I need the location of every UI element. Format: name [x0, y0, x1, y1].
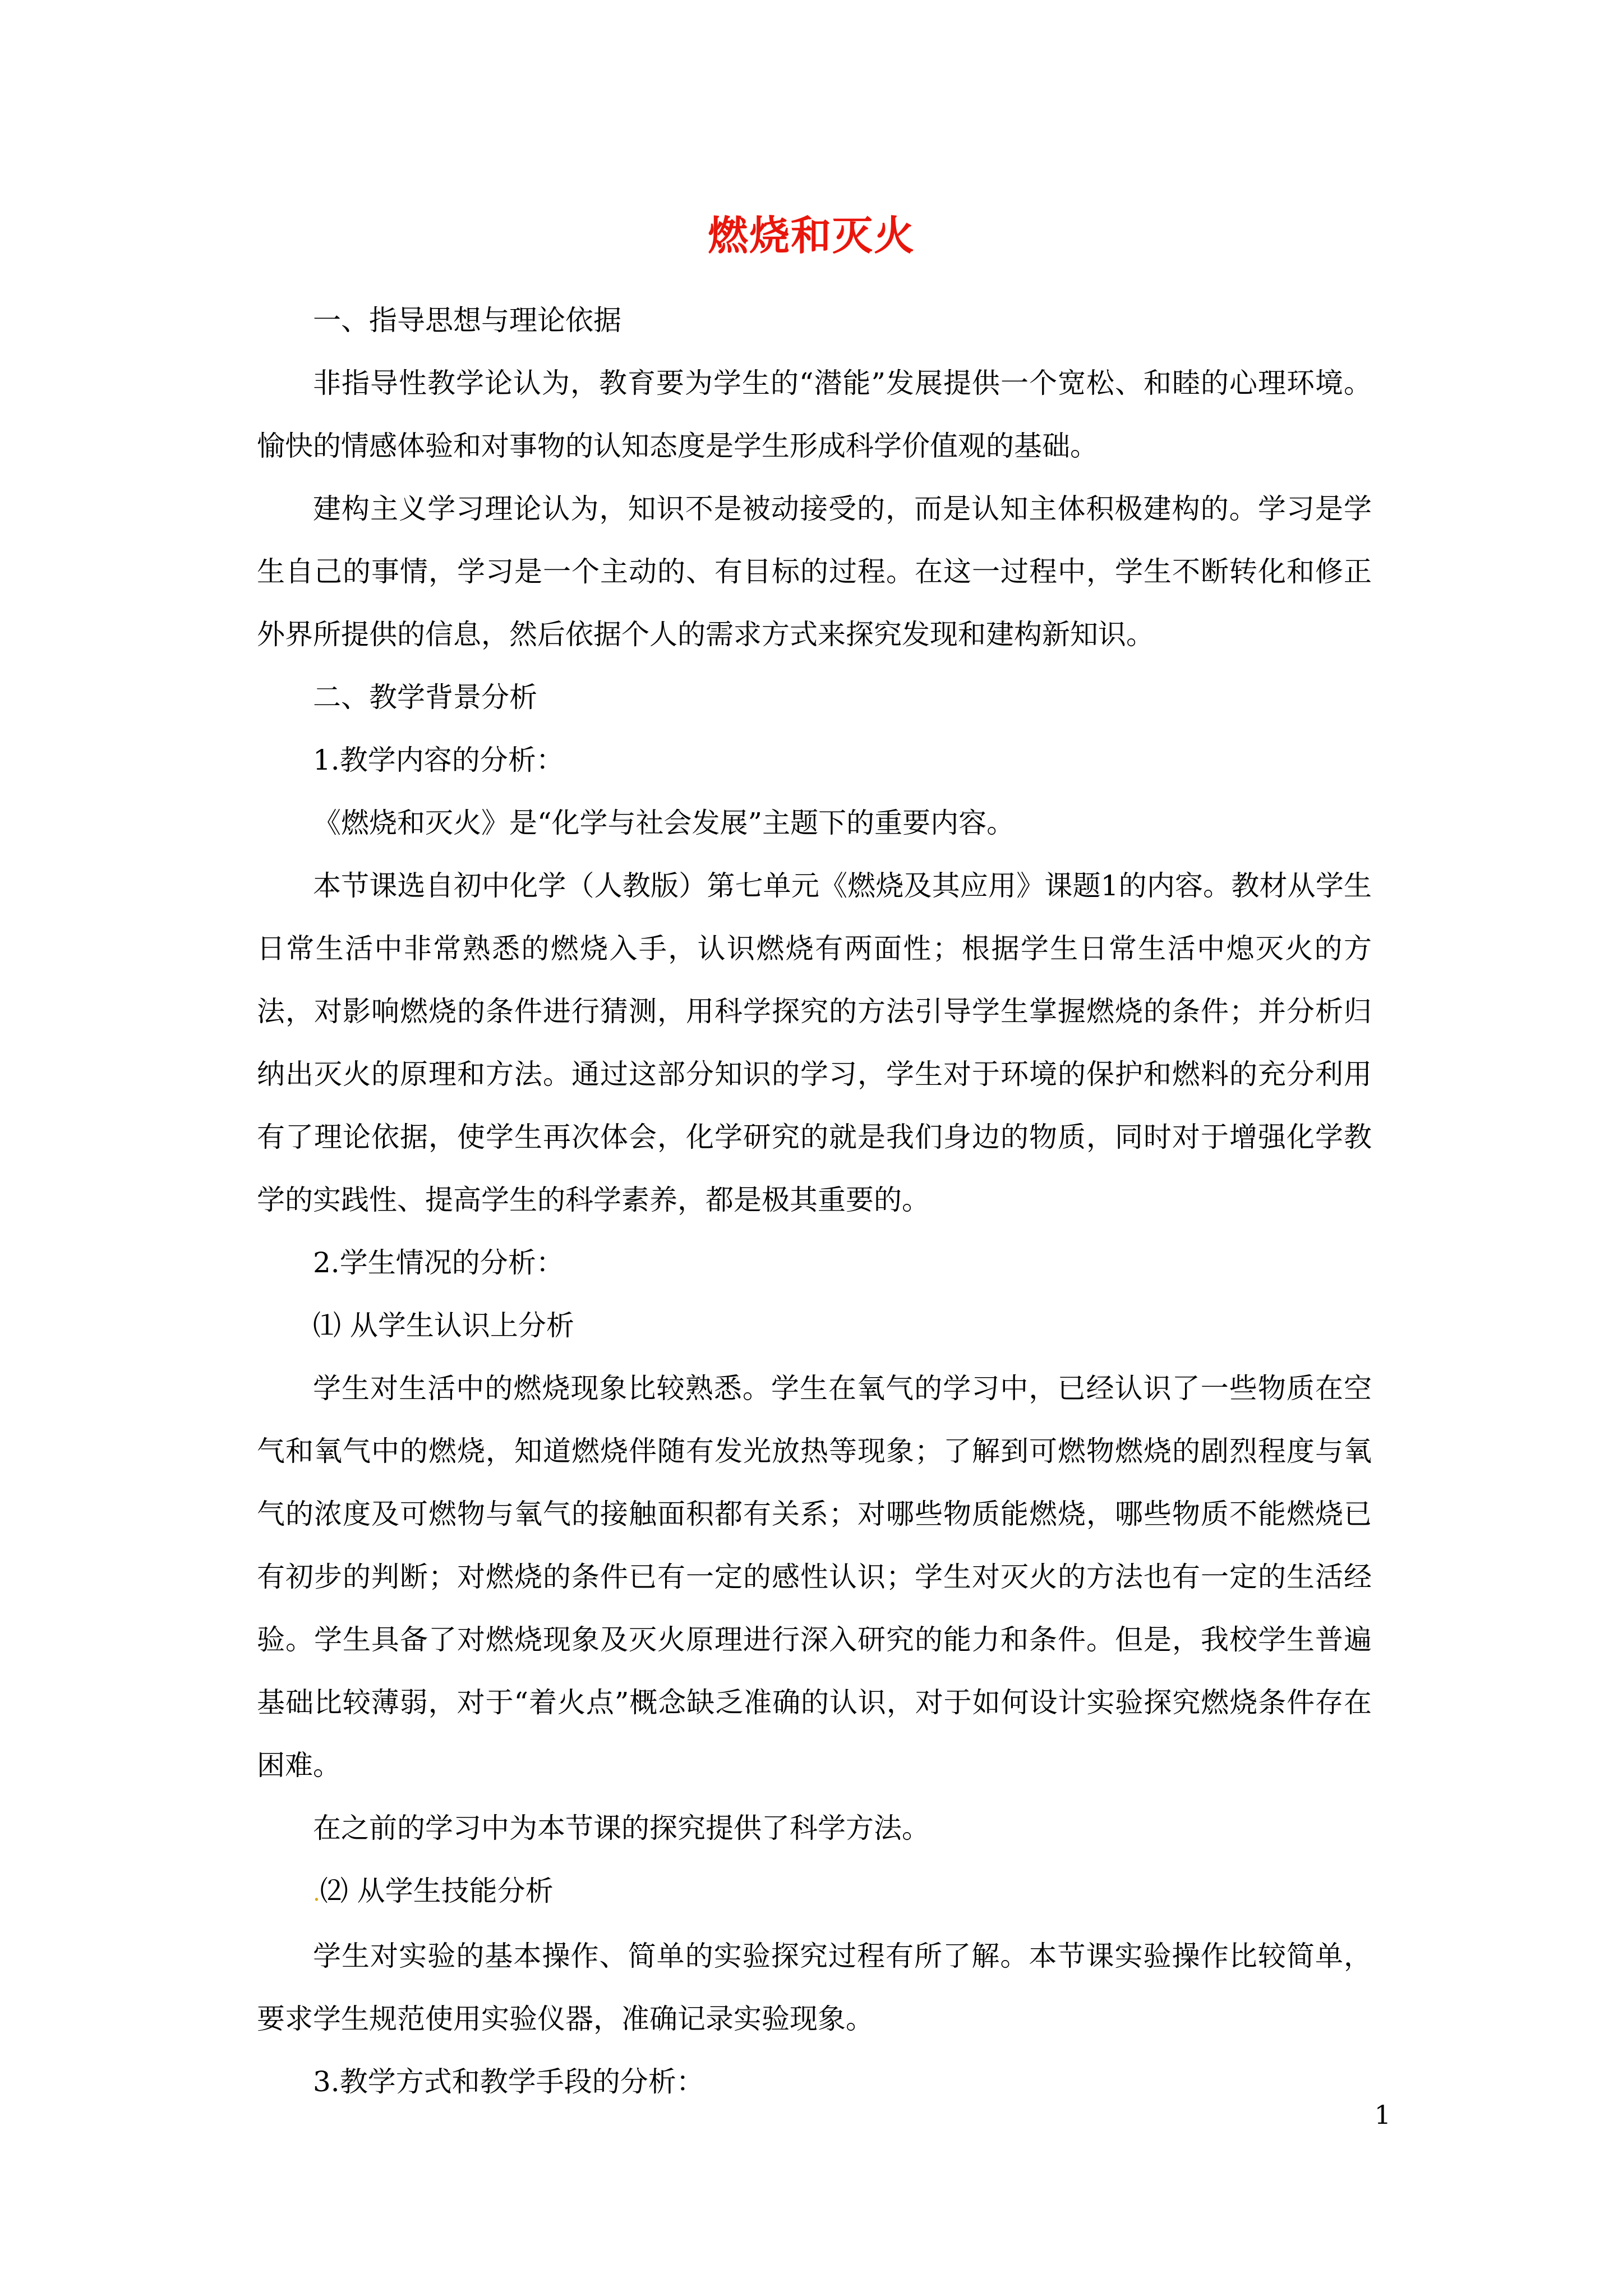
subheading-content-analysis: 1.教学内容的分析： — [313, 744, 564, 776]
stray-mark: . — [313, 1880, 320, 1906]
paragraph-prior-learning: 在之前的学习中为本节课的探究提供了科学方法。 — [313, 1812, 930, 1844]
paragraph-constructivism: 建构主义学习理论认为，知识不是被动接受的，而是认知主体积极建构的。学习是学生自己的事情，学习是一个主动的、有目标的过程。在这一过程中，学生不断转化和修正外界所提供的信息，然后依据个人的需求方式来探究发现和建构新知识。 — [257, 493, 1372, 651]
section-heading-guiding-theory: 一、指导思想与理论依据 — [313, 304, 621, 337]
section-heading-background-analysis: 二、教学背景分析 — [313, 681, 537, 714]
paragraph-textbook-content: 本节课选自初中化学（人教版）第七单元《燃烧及其应用》课题1的内容。教材从学生日常生活中非常熟悉的燃烧入手，认识燃烧有两面性；根据学生日常生活中熄灭火的方法，对影响燃烧的条件进行猜测，用科学探究的方法引导学生掌握燃烧的条件；并分析归纳出灭火的原理和方法。通过这部分知识的学习，学生对于环境的保护和燃料的充分利用有了理论依据，使学生再次体会，化学研究的就是我们身边的物质，同时对于增强化学教学的实践性、提高学生的科学素养，都是极其重要的。 — [257, 869, 1372, 1216]
paragraph-non-directive-teaching: 非指导性教学论认为，教育要为学生的“潜能”发展提供一个宽松、和睦的心理环境。愉快的情感体验和对事物的认知态度是学生形成科学价值观的基础。 — [257, 367, 1372, 462]
subheading-student-skills — [257, 1860, 1372, 1925]
document-title: 燃烧和灭火 — [707, 211, 915, 259]
subheading-student-analysis: 2.学生情况的分析： — [313, 1246, 564, 1279]
document-body — [257, 289, 1372, 2113]
subheading-student-skills-text: ⑵ 从学生技能分析 — [320, 1875, 554, 1907]
subheading-student-cognition: ⑴ 从学生认识上分析 — [313, 1309, 574, 1342]
paragraph-student-skills: 学生对实验的基本操作、简单的实验探究过程有所了解。本节课实验操作比较简单，要求学生规范使用实验仪器，准确记录实验现象。 — [257, 1940, 1372, 2035]
paragraph-topic-importance: 《燃烧和灭火》是“化学与社会发展”主题下的重要内容。 — [313, 807, 1015, 839]
subheading-teaching-methods: 3.教学方式和教学手段的分析： — [313, 2065, 704, 2098]
paragraph-student-cognition: 学生对生活中的燃烧现象比较熟悉。学生在氧气的学习中，已经认识了一些物质在空气和氧气中的燃烧，知道燃烧伴随有发光放热等现象；了解到可燃物燃烧的剧烈程度与氧气的浓度及可燃物与氧气的接触面积都有关系；对哪些物质能燃烧，哪些物质不能燃烧已有初步的判断；对燃烧的条件已有一定的感性认识；学生对灭火的方法也有一定的生活经验。学生具备了对燃烧现象及灭火原理进行深入研究的能力和条件。但是，我校学生普遍基础比较薄弱，对于“着火点”概念缺乏准确的认识，对于如何设计实验探究燃烧条件存在困难。 — [257, 1372, 1372, 1782]
page-number: 1 — [1374, 2100, 1391, 2130]
